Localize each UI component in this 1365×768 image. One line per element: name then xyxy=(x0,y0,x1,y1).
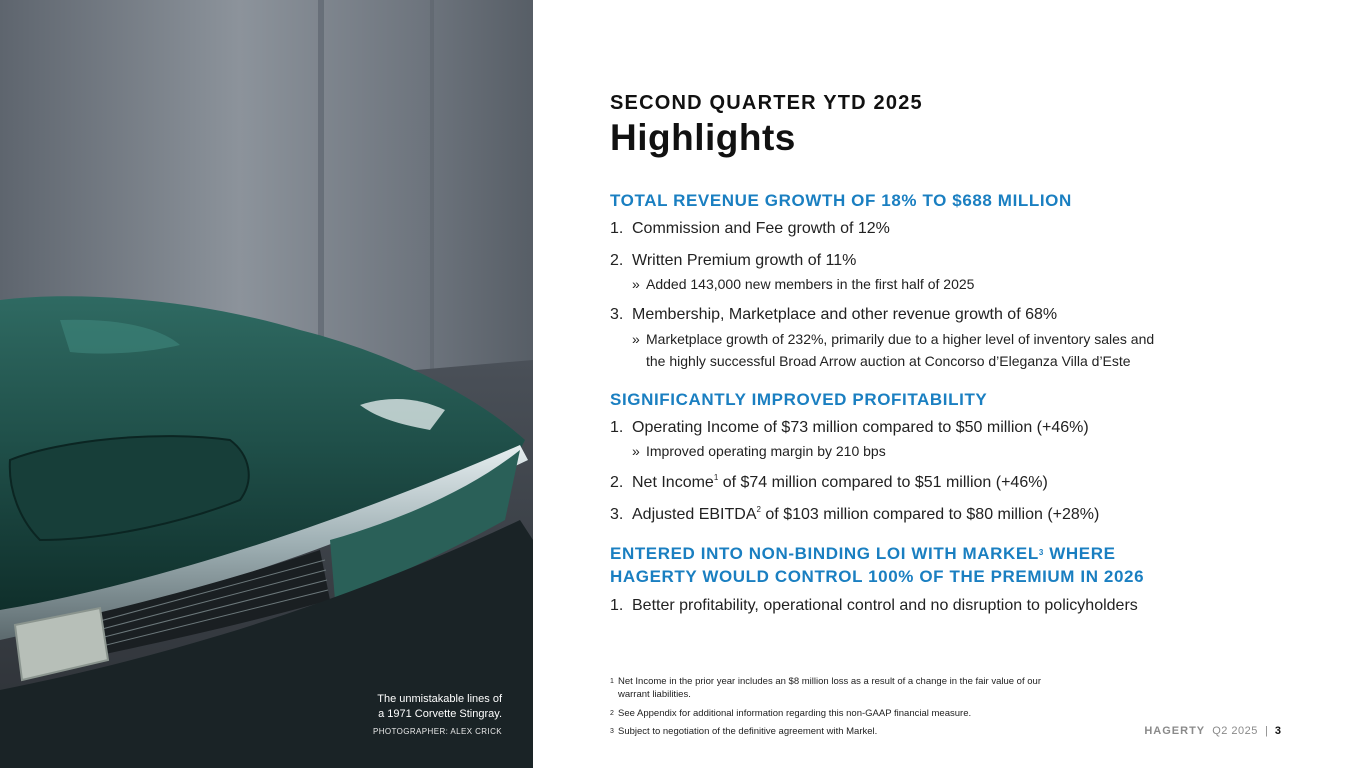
photo-caption-line1: The unmistakable lines of xyxy=(377,693,502,705)
page-kicker: SECOND QUARTER YTD 2025 xyxy=(610,92,923,114)
bullet-chevron-icon: » xyxy=(632,276,640,292)
photo-caption-line2: a 1971 Corvette Stingray. xyxy=(378,708,502,720)
list-item-number: 2. xyxy=(610,474,624,491)
list-item-text: of $74 million compared to $51 million (+46%) xyxy=(718,474,1048,491)
list-item xyxy=(610,306,1057,324)
footnote-2 xyxy=(610,707,971,720)
list-item-text: Better profitability, operational control and no disruption to policyholders xyxy=(632,597,1138,614)
footnote-text: warrant liabilities. xyxy=(618,689,691,700)
list-item-number: 1. xyxy=(610,220,624,237)
list-item-number: 1. xyxy=(610,597,624,614)
footnote-marker: 3 xyxy=(610,728,614,735)
list-item-text: Written Premium growth of 11% xyxy=(632,252,857,269)
list-item-number: 3. xyxy=(610,306,624,323)
list-item xyxy=(610,506,1099,524)
list-item xyxy=(610,220,890,238)
page-footer xyxy=(1144,725,1281,737)
bullet-chevron-icon: » xyxy=(632,331,640,347)
list-item-number: 2. xyxy=(610,252,624,269)
footnote-ref: 2 xyxy=(756,505,761,514)
page-number: 3 xyxy=(1274,725,1281,737)
footnote-text: Net Income in the prior year includes an $8 million loss as a result of a change in the fair value of our xyxy=(618,676,1041,687)
bullet-chevron-icon: » xyxy=(632,443,640,459)
footnote-3 xyxy=(610,725,877,738)
section-heading-text: WHERE xyxy=(1043,544,1116,563)
list-item-number: 1. xyxy=(610,419,624,436)
footnote-marker: 1 xyxy=(610,678,614,685)
section-heading-text: HAGERTY WOULD CONTROL 100% OF THE PREMIUM IN 2026 xyxy=(610,567,1145,586)
photo-credit: PHOTOGRAPHER: ALEX CRICK xyxy=(372,727,502,736)
section-heading-profitability: SIGNIFICANTLY IMPROVED PROFITABILITY xyxy=(610,390,988,409)
list-item xyxy=(610,597,1138,615)
sub-item xyxy=(632,328,1154,350)
sub-item-continuation: the highly successful Broad Arrow auction at Concorso d’Eleganza Villa d’Este xyxy=(646,353,1131,369)
footnote-ref: 1 xyxy=(713,473,719,482)
footer-brand: HAGERTY xyxy=(1144,725,1206,737)
page-title: Highlights xyxy=(610,117,796,158)
footer-period: Q2 2025 xyxy=(1212,725,1258,737)
footnote-1 xyxy=(610,675,1041,701)
corvette-illustration xyxy=(0,0,533,768)
sub-item-text: Marketplace growth of 232%, primarily due to a higher level of inventory sales and xyxy=(646,331,1155,347)
footnote-text: See Appendix for additional information regarding this non-GAAP financial measure. xyxy=(618,708,972,719)
list-item xyxy=(610,474,1048,492)
list-item xyxy=(610,252,856,270)
hero-photo xyxy=(0,0,533,768)
footnote-text: Subject to negotiation of the definitive agreement with Markel. xyxy=(618,726,878,737)
list-item xyxy=(610,419,1089,437)
list-item-number: 3. xyxy=(610,506,624,523)
list-item-text: Membership, Marketplace and other revenue growth of 68% xyxy=(632,306,1058,323)
section-heading-revenue: TOTAL REVENUE GROWTH OF 18% TO $688 MILLION xyxy=(610,191,1072,210)
list-item-text: Adjusted EBITDA xyxy=(632,506,757,523)
footnote-marker: 2 xyxy=(610,710,614,717)
footer-separator: | xyxy=(1264,725,1268,737)
sub-item-text: Added 143,000 new members in the first half of 2025 xyxy=(646,276,975,292)
sub-item-text: Improved operating margin by 210 bps xyxy=(646,443,886,459)
list-item-text: of $103 million compared to $80 million (+28%) xyxy=(760,506,1100,523)
list-item-text: Net Income xyxy=(632,474,714,491)
footnote-ref: 3 xyxy=(1038,548,1044,557)
section-heading-markel xyxy=(610,542,1144,588)
list-item-text: Commission and Fee growth of 12% xyxy=(632,220,890,237)
list-item-text: Operating Income of $73 million compared to $50 million (+46%) xyxy=(632,419,1089,436)
sub-item xyxy=(632,273,974,295)
sub-item xyxy=(632,440,886,462)
section-heading-text: ENTERED INTO NON-BINDING LOI WITH MARKEL xyxy=(610,544,1039,563)
photo-caption xyxy=(377,692,502,722)
